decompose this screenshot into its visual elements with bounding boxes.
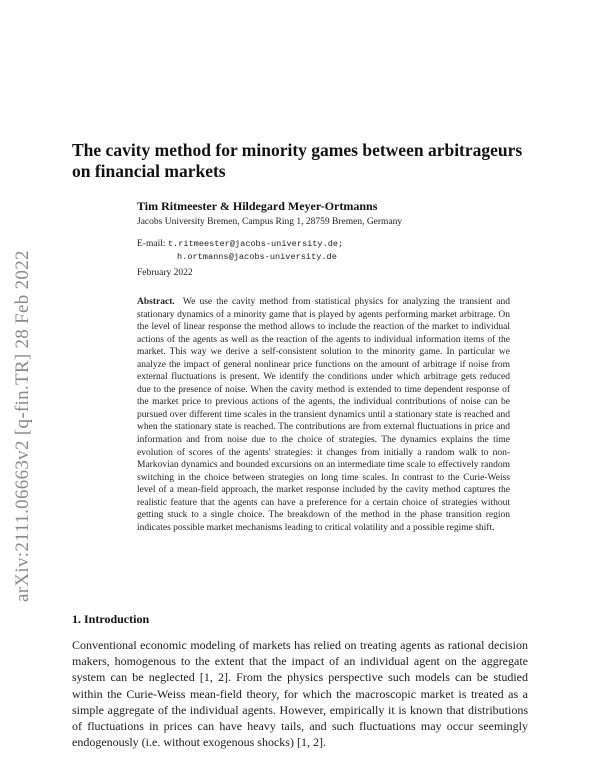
introduction-paragraph: Conventional economic modeling of markets has relied on treating agents as rational decision makers, homogenous to the extent that the impact of an individual agent on the aggregate system can be neglected [1, 2]. From the physics perspective such models can be studied within the Curie-Weiss mean-field theory, for which the macroscopic market is treated as a simple aggregate of the individual agents. However, empirically it is known that distributions of fluctuations in prices can have heavy tails, and such fluctuations may occur seemingly endogenously (i.e. without exogenous shocks) [1, 2].	[72, 638, 528, 750]
section-heading: 1. Introduction	[72, 612, 150, 626]
email-block	[137, 238, 343, 264]
arxiv-identifier-stamp: arXiv:2111.06663v2 [q-fin.TR] 28 Feb 2022	[12, 250, 33, 602]
affiliation: Jacobs University Bremen, Campus Ring 1, 28759 Bremen, Germany	[137, 217, 403, 227]
abstract-label: Abstract.	[137, 297, 175, 307]
paper-title: The cavity method for minority games between arbitrageurs on financial markets	[72, 140, 523, 181]
email-address-2[interactable]: h.ortmanns@jacobs-university.de	[177, 252, 337, 262]
abstract	[137, 296, 510, 534]
author-list: Tim Ritmeester & Hildegard Meyer-Ortmanns	[137, 199, 378, 213]
publication-date: February 2022	[137, 268, 193, 278]
email-label: E-mail:	[137, 239, 166, 249]
abstract-text: We use the cavity method from statistical physics for analyzing the transient and stationary dynamics of a minority game that is played by agents performing market arbitrage. On the level of linear response the method allows to include the reaction of the market to individual actions of the agents as well as the reaction of the agents to individual information items of the market. This way we derive a self-consistent solution to the minority game. In particular we analyze the impact of general nonlinear price functions on the amount of arbitrage if noise from external fluctuations is present. We identify the conditions under which arbitrage gets reduced due to the presence of noise. When the cavity method is extended to time dependent response of the market price to previous actions of the agents, the individual contributions of noise can be pursued over different time scales in the transient dynamics until a stationary state is reached and when the stationary state is reached. The contributions are from external fluctuations in price and information and from noise due to the choice of strategies. The dynamics explains the time evolution of scores of the agents' strategies: it changes from initially a random walk to non-Markovian dynamics and bounded excursions on an intermediate time scale to effectively random switching in the choice between strategies on long time scales. In contrast to the Curie-Weiss level of a mean-field approach, the market response included by the cavity method captures the realistic feature that the agents can have a preference for a certain choice of strategies without getting stuck to a single choice. The breakdown of the method in the phase transition region indicates possible market mechanisms leading to critical volatility and a possible regime shift.	[137, 297, 510, 533]
email-address-1[interactable]: t.ritmeester@jacobs-university.de;	[167, 239, 344, 249]
